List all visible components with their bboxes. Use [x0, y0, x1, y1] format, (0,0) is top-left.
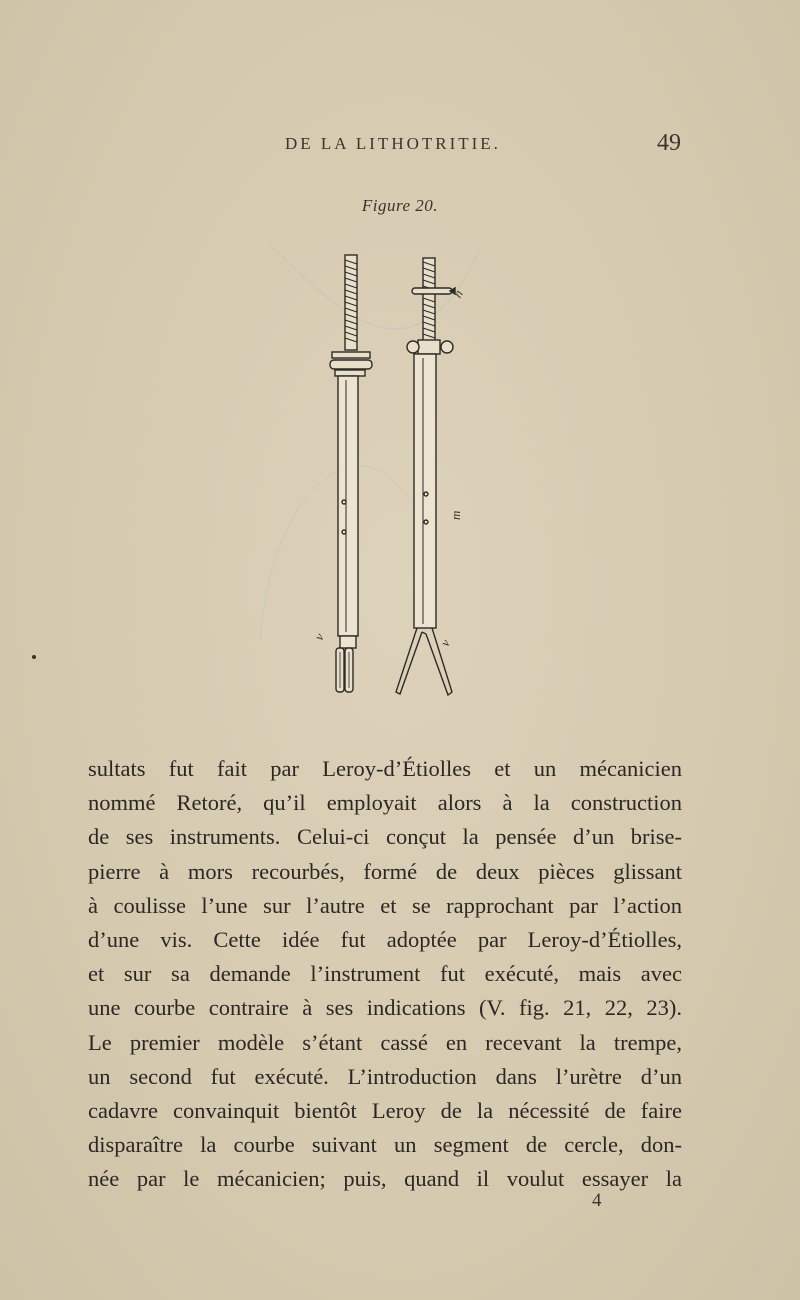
figure-caption: Figure 20.	[361, 196, 439, 215]
label-right-v: v	[437, 636, 453, 649]
text-line: disparaître la courbe suivant un segment de cercle, don-	[88, 1132, 682, 1158]
text-line: sultats fut fait par Leroy-d’Étiolles et un mécanicien	[88, 756, 682, 781]
instrument-drawing	[250, 240, 550, 710]
body-paragraph	[88, 752, 682, 1196]
label-left-v: v	[311, 630, 327, 643]
running-title: DE LA LITHOTRITIE.	[285, 134, 501, 153]
text-line: une courbe contraire à ses indications (V. fig. 21, 22, 23).	[88, 995, 682, 1021]
right-instrument	[396, 258, 455, 695]
signature-mark: 4	[592, 1190, 602, 1211]
text-line: cadavre convainquit bientôt Leroy de la nécessité de faire	[88, 1097, 682, 1123]
figure-illustration	[250, 240, 550, 710]
text-line: pierre à mors recourbés, formé de deux pièces glissant	[88, 858, 682, 884]
text-line: à coulisse l’une sur l’autre et se rapprochant par l’action	[88, 892, 682, 918]
label-right-m: m	[448, 510, 463, 520]
text-line: nommé Retoré, qu’il employait alors à la construction	[88, 790, 682, 816]
running-head	[0, 130, 800, 164]
page-number: 49	[657, 130, 681, 156]
text-line: un second fut exécuté. L’introduction dans l’urètre d’un	[88, 1063, 682, 1089]
text-line: d’une vis. Cette idée fut adoptée par Leroy-d’Étiolles,	[88, 926, 682, 952]
label-right-n: n	[449, 286, 466, 301]
left-instrument	[330, 255, 372, 692]
ink-speck	[32, 655, 36, 659]
text-line: et sur sa demande l’instrument fut exécuté, mais avec	[88, 961, 682, 987]
text-line: de ses instruments. Celui-ci conçut la pensée d’un brise-	[88, 824, 682, 850]
text-line: née par le mécanicien; puis, quand il voulut essayer la	[88, 1166, 682, 1192]
text-line: Le premier modèle s’étant cassé en recevant la trempe,	[88, 1029, 682, 1055]
